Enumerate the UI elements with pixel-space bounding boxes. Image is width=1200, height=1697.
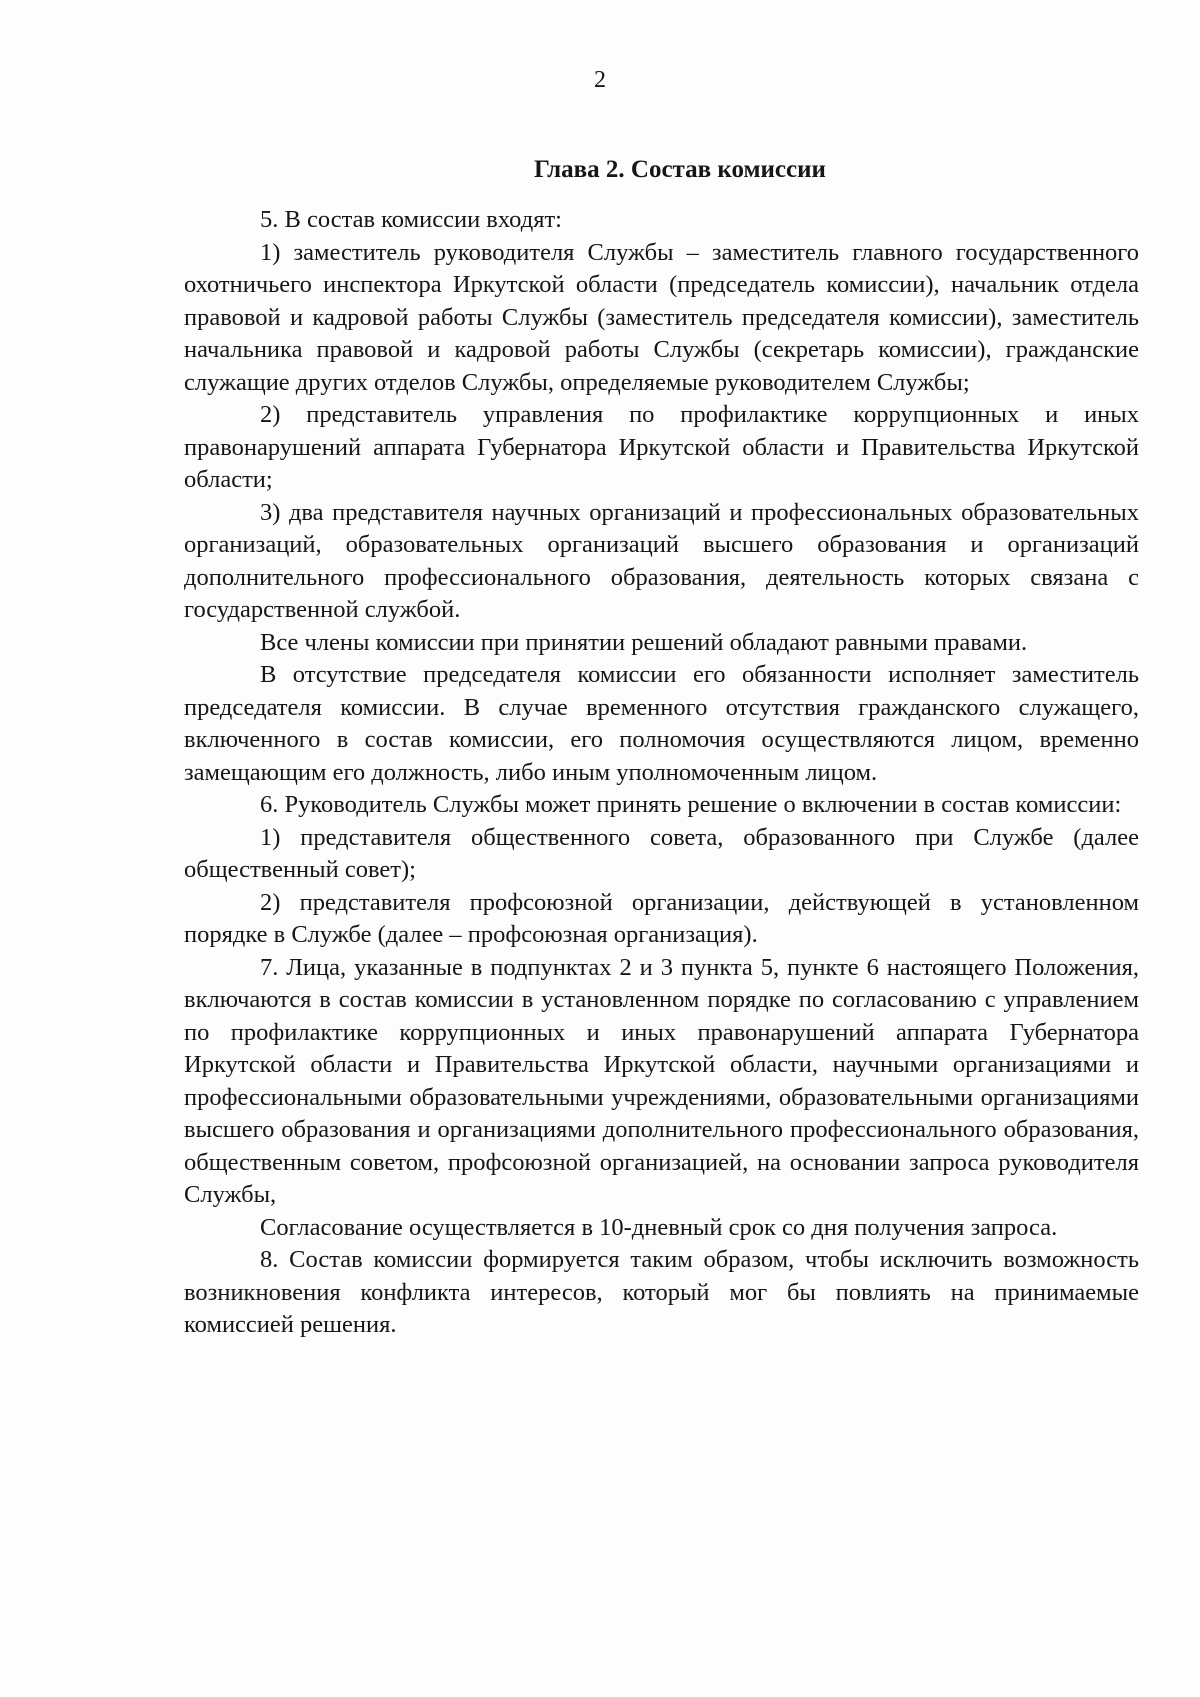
chapter-title: Глава 2. Состав комиссии: [534, 156, 826, 183]
paragraph-chair-absence: В отсутствие председателя комиссии его обязанности исполняет заместитель председателя комиссии. В случае временного отсутствия гражданского служащего, включенного в состав комиссии, его полномочия осуществляются лицом, временно замещающим его должность, либо иным уполномоченным лицом.: [184, 661, 1139, 786]
page-number: 2: [594, 67, 606, 93]
paragraph-6-item-2: 2) представителя профсоюзной организации, действующей в установленном порядке в Службе (далее – профсоюзная организация).: [184, 888, 1139, 948]
paragraph-approval-term: Согласование осуществляется в 10-дневный срок со дня получения запроса.: [260, 1213, 1058, 1241]
paragraph-8: 8. Состав комиссии формируется таким образом, чтобы исключить возможность возникновения конфликта интересов, который мог бы повлиять на принимаемые комиссией решения.: [184, 1246, 1139, 1338]
paragraph-6-item-1: 1) представителя общественного совета, образованного при Службе (далее общественный совет);: [184, 823, 1139, 883]
paragraph-6-intro: 6. Руководитель Службы может принять решение о включении в состав комиссии:: [260, 791, 1122, 818]
paragraph-5-item-1: 1) заместитель руководителя Службы – заместитель главного государственного охотничьего инспектора Иркутской области (председатель комиссии), начальник отдела правовой и кадровой работы Службы (заместитель председателя комиссии), заместитель начальника правовой и кадровой работы Службы (секретарь комиссии), гражданские служащие других отделов Службы, определяемые руководителем Службы;: [184, 238, 1139, 396]
document-body: [184, 204, 1139, 1342]
paragraph-5-item-3: 3) два представителя научных организаций и профессиональных образовательных организаций, образовательных организаций высшего образования и организаций дополнительного профессионального образования, деятельность которых связана с государственной службой.: [184, 498, 1139, 623]
paragraph-7: 7. Лица, указанные в подпунктах 2 и 3 пункта 5, пункте 6 настоящего Положения, включаются в состав комиссии в установленном порядке по согласованию с управлением по профилактике коррупционных и иных правонарушений аппарата Губернатора Иркутской области и Правительства Иркутской области, научными организациями и профессиональными образовательными учреждениями, образовательными организациями высшего образования и организациями дополнительного профессионального образования, общественным советом, профсоюзной организацией, на основании запроса руководителя Службы,: [184, 953, 1139, 1208]
paragraph-equal-rights: Все члены комиссии при принятии решений обладают равными правами.: [260, 628, 1028, 656]
paragraph-5-intro: 5. В состав комиссии входят:: [260, 206, 562, 233]
paragraph-5-item-2: 2) представитель управления по профилактике коррупционных и иных правонарушений аппарата Губернатора Иркутской области и Правительства Иркутской области;: [184, 401, 1139, 493]
